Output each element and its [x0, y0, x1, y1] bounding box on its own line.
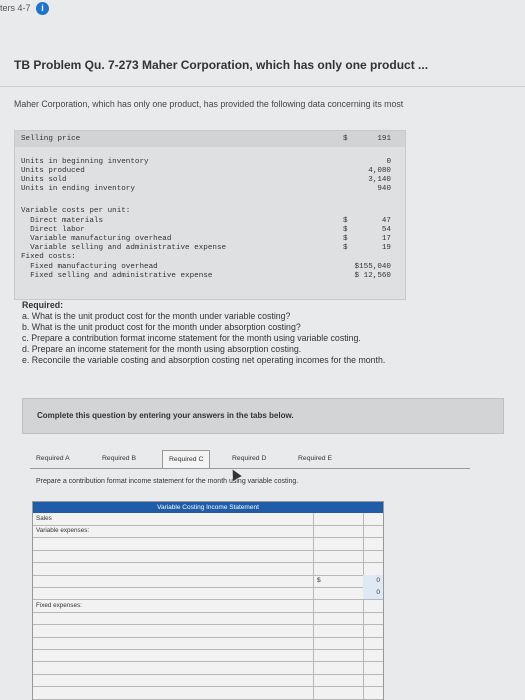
data-table-row — [21, 253, 399, 262]
data-table-label: Units in beginning inventory — [21, 158, 149, 166]
statement-label-input[interactable]: Sales — [36, 515, 52, 522]
data-table-row — [21, 207, 399, 216]
column-divider — [313, 649, 314, 661]
data-table-value: 54 — [381, 226, 391, 234]
required-heading: Required: — [22, 300, 64, 310]
data-table-value: 19 — [381, 244, 391, 252]
column-divider — [313, 600, 314, 612]
breadcrumb — [0, 2, 49, 15]
column-divider — [363, 649, 364, 661]
statement-row[interactable] — [33, 587, 383, 600]
required-item-d: d. Prepare an income statement for the month using absorption costing. — [22, 344, 302, 354]
data-table-currency: $ — [343, 217, 348, 225]
column-divider — [313, 538, 314, 550]
tab-required-d[interactable]: Required D — [232, 455, 267, 462]
data-table-row — [21, 244, 399, 253]
statement-row[interactable] — [33, 637, 383, 650]
tab-required-c[interactable]: Required C — [162, 450, 210, 469]
data-table-label: Fixed costs: — [21, 253, 76, 261]
column-divider — [313, 575, 314, 587]
data-table-label: Units in ending inventory — [21, 185, 135, 193]
statement-dollar-sign: $ — [317, 577, 321, 584]
tab-underline — [30, 468, 470, 469]
column-divider — [363, 674, 364, 686]
statement-row[interactable] — [33, 550, 383, 563]
statement-row[interactable] — [33, 525, 383, 538]
column-divider — [363, 637, 364, 649]
data-table-row — [21, 226, 399, 235]
instructions-banner — [22, 398, 504, 434]
statement-value: 0 — [376, 589, 380, 597]
data-table-row — [21, 263, 399, 272]
problem-intro: Maher Corporation, which has only one product, has provided the following data concerning its most — [14, 99, 404, 109]
statement-header: Variable Costing Income Statement — [33, 502, 383, 513]
data-table-label: Fixed manufacturing overhead — [21, 263, 158, 271]
statement-row[interactable] — [33, 625, 383, 638]
page-title[interactable]: TB Problem Qu. 7-273 Maher Corporation, which has only one product ... — [14, 58, 429, 72]
data-table-label: Fixed selling and administrative expense — [21, 272, 213, 280]
income-statement-grid — [32, 501, 384, 700]
column-divider — [363, 600, 364, 612]
statement-row[interactable] — [33, 649, 383, 662]
data-table-label: Direct labor — [21, 226, 85, 234]
data-table-row — [21, 158, 399, 167]
data-table-value: $ 12,560 — [354, 272, 391, 280]
required-section — [22, 300, 385, 366]
statement-row[interactable] — [33, 612, 383, 625]
data-table-row — [21, 176, 399, 185]
divider — [0, 86, 525, 87]
statement-row[interactable] — [33, 575, 383, 588]
statement-row[interactable] — [33, 674, 383, 687]
data-table-currency: $ — [343, 235, 348, 243]
data-table-row — [21, 272, 399, 281]
data-table-label: Units sold — [21, 176, 67, 184]
tab-prompt: Prepare a contribution format income statement for the month using variable costing. — [36, 478, 299, 485]
computed-cell — [363, 587, 383, 599]
column-divider — [313, 687, 314, 699]
data-table-row — [21, 185, 399, 194]
statement-label-input[interactable]: Fixed expenses: — [36, 601, 82, 609]
statement-row[interactable] — [33, 563, 383, 576]
tab-required-a[interactable]: Required A — [36, 455, 70, 462]
column-divider — [363, 612, 364, 624]
data-table-row — [21, 135, 399, 144]
column-divider — [363, 687, 364, 699]
data-table — [14, 130, 406, 300]
data-table-label: Variable manufacturing overhead — [21, 235, 172, 243]
data-table-label: Variable costs per unit: — [21, 207, 131, 215]
column-divider — [313, 525, 314, 537]
data-table-value: 47 — [381, 217, 391, 225]
required-item-c: c. Prepare a contribution format income statement for the month using variable costing. — [22, 333, 361, 343]
data-table-value: 0 — [386, 158, 391, 166]
data-table-row — [21, 235, 399, 244]
data-table-label: Variable selling and administrative expense — [21, 244, 227, 252]
statement-row[interactable] — [33, 662, 383, 675]
data-table-value: 17 — [381, 235, 391, 243]
tab-required-e[interactable]: Required E — [298, 455, 333, 462]
column-divider — [313, 662, 314, 674]
computed-cell — [363, 575, 383, 587]
data-table-currency: $ — [343, 244, 348, 252]
data-table-value: $155,040 — [354, 263, 391, 271]
data-table-currency: $ — [343, 226, 348, 234]
column-divider — [313, 563, 314, 575]
column-divider — [313, 674, 314, 686]
column-divider — [363, 538, 364, 550]
column-divider — [363, 625, 364, 637]
statement-row[interactable] — [33, 687, 383, 700]
column-divider — [313, 637, 314, 649]
data-table-label: Direct materials — [21, 217, 104, 225]
data-table-value: 940 — [377, 185, 391, 193]
column-divider — [363, 563, 364, 575]
column-divider — [313, 625, 314, 637]
data-table-value: 191 — [377, 135, 391, 143]
required-item-e: e. Reconcile the variable costing and absorption costing net operating incomes for the month. — [22, 355, 386, 365]
column-divider — [363, 513, 364, 525]
data-table-currency: $ — [343, 135, 348, 143]
column-divider — [313, 513, 314, 525]
required-item-a: a. What is the unit product cost for the month under variable costing? — [22, 311, 291, 321]
instructions-text: Complete this question by entering your answers in the tabs below. — [37, 411, 294, 420]
breadcrumb-text: ters 4-7 — [0, 2, 31, 13]
data-table-row — [21, 167, 399, 176]
statement-row[interactable] — [33, 513, 383, 526]
data-table-row — [21, 217, 399, 226]
data-table-value: 4,080 — [368, 167, 391, 175]
column-divider — [363, 662, 364, 674]
info-icon[interactable]: i — [36, 2, 49, 15]
required-item-b: b. What is the unit product cost for the month under absorption costing? — [22, 322, 301, 332]
statement-value: 0 — [376, 577, 380, 584]
column-divider — [313, 587, 314, 599]
statement-row[interactable] — [33, 538, 383, 551]
statement-row[interactable] — [33, 600, 383, 613]
data-table-label: Units produced — [21, 167, 85, 175]
column-divider — [363, 525, 364, 537]
data-table-value: 3,140 — [368, 176, 391, 184]
statement-label-input[interactable]: Variable expenses: — [36, 527, 90, 535]
column-divider — [313, 550, 314, 562]
data-table-label: Selling price — [21, 135, 81, 143]
tab-required-b[interactable]: Required B — [102, 455, 137, 462]
column-divider — [363, 550, 364, 562]
column-divider — [313, 612, 314, 624]
